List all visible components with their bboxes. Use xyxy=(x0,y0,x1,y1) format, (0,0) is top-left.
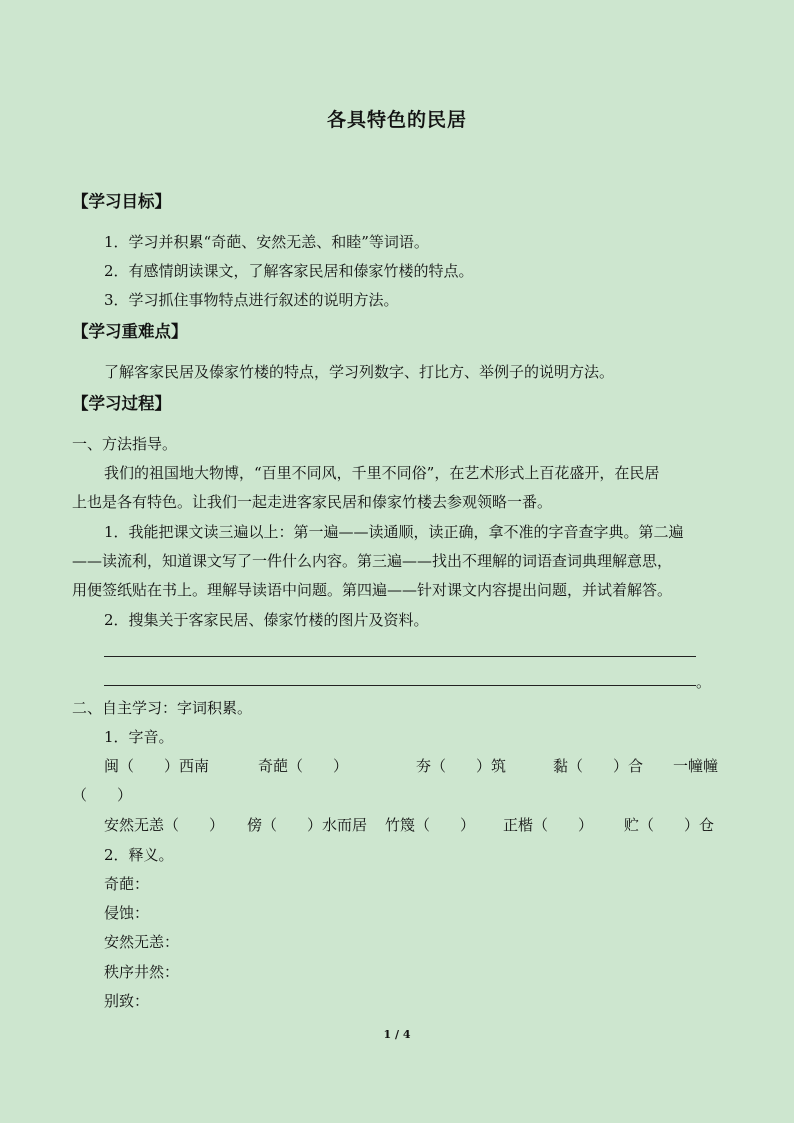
step2-line: 2．搜集关于客家民居、傣家竹楼的图片及资料。 xyxy=(104,611,429,629)
pronunciation-item: 安然无恙（ ） xyxy=(104,816,225,834)
pronunciation-item: 贮（ ）仓 xyxy=(624,816,715,834)
end-mark: 。 xyxy=(696,673,712,691)
intro-line: 我们的祖国地大物博，“百里不同风，千里不同俗”，在艺术形式上百花盛开，在民居 xyxy=(104,464,660,482)
pronunciation-item: 竹篾（ ） xyxy=(385,816,476,834)
part1-heading: 一、方法指导。 xyxy=(72,435,178,453)
definition-item: 侵蚀： xyxy=(104,904,150,922)
pronunciation-item: 闽（ ）西南 xyxy=(104,757,210,775)
pronunciation-item: 一幢幢 xyxy=(673,757,719,775)
definition-heading: 2．释义。 xyxy=(104,846,174,864)
goals-heading: 【学习目标】 xyxy=(72,192,171,211)
definition-item: 别致： xyxy=(104,992,150,1010)
keypoints-heading: 【学习重难点】 xyxy=(72,322,188,341)
page-title: 各具特色的民居 xyxy=(326,109,467,131)
intro-line: 上也是各有特色。让我们一起走进客家民居和傣家竹楼去参观领略一番。 xyxy=(72,493,553,511)
definition-item: 秩序井然： xyxy=(104,963,180,981)
goal-item: 3．学习抓住事物特点进行叙述的说明方法。 xyxy=(104,291,399,309)
pronunciation-item: 正楷（ ） xyxy=(503,816,594,834)
goal-item: 1．学习并积累“奇葩、安然无恙、和睦”等词语。 xyxy=(104,233,429,251)
definition-item: 安然无恙： xyxy=(104,933,180,951)
page-number: 1 / 4 xyxy=(383,1028,411,1041)
step1-line: ——读流利，知道课文写了一件什么内容。第三遍——找出不理解的词语查词典理解意思， xyxy=(72,552,673,570)
goal-item: 2．有感情朗读课文，了解客家民居和傣家竹楼的特点。 xyxy=(104,262,474,280)
keypoints-text: 了解客家民居及傣家竹楼的特点，学习列数字、打比方、举例子的说明方法。 xyxy=(104,363,615,381)
answer-blank-line[interactable] xyxy=(104,685,696,686)
pronunciation-heading: 1．字音。 xyxy=(104,728,174,746)
step1-line: 1．我能把课文读三遍以上：第一遍——读通顺，读正确，拿不准的字音查字典。第二遍 xyxy=(104,523,684,541)
pronunciation-item-wrap: （ ） xyxy=(72,786,133,804)
definition-item: 奇葩： xyxy=(104,875,150,893)
pronunciation-item: 傍（ ）水而居 xyxy=(247,816,368,834)
pronunciation-item: 奇葩（ ） xyxy=(258,757,349,775)
part2-heading: 二、自主学习：字词积累。 xyxy=(72,699,253,717)
pronunciation-item: 黏（ ）合 xyxy=(553,757,644,775)
process-heading: 【学习过程】 xyxy=(72,394,171,413)
step1-line: 用便签纸贴在书上。理解导读语中问题。第四遍——针对课文内容提出问题，并试着解答。 xyxy=(72,581,673,599)
answer-blank-line[interactable] xyxy=(104,656,696,657)
pronunciation-item: 夯（ ）筑 xyxy=(416,757,507,775)
